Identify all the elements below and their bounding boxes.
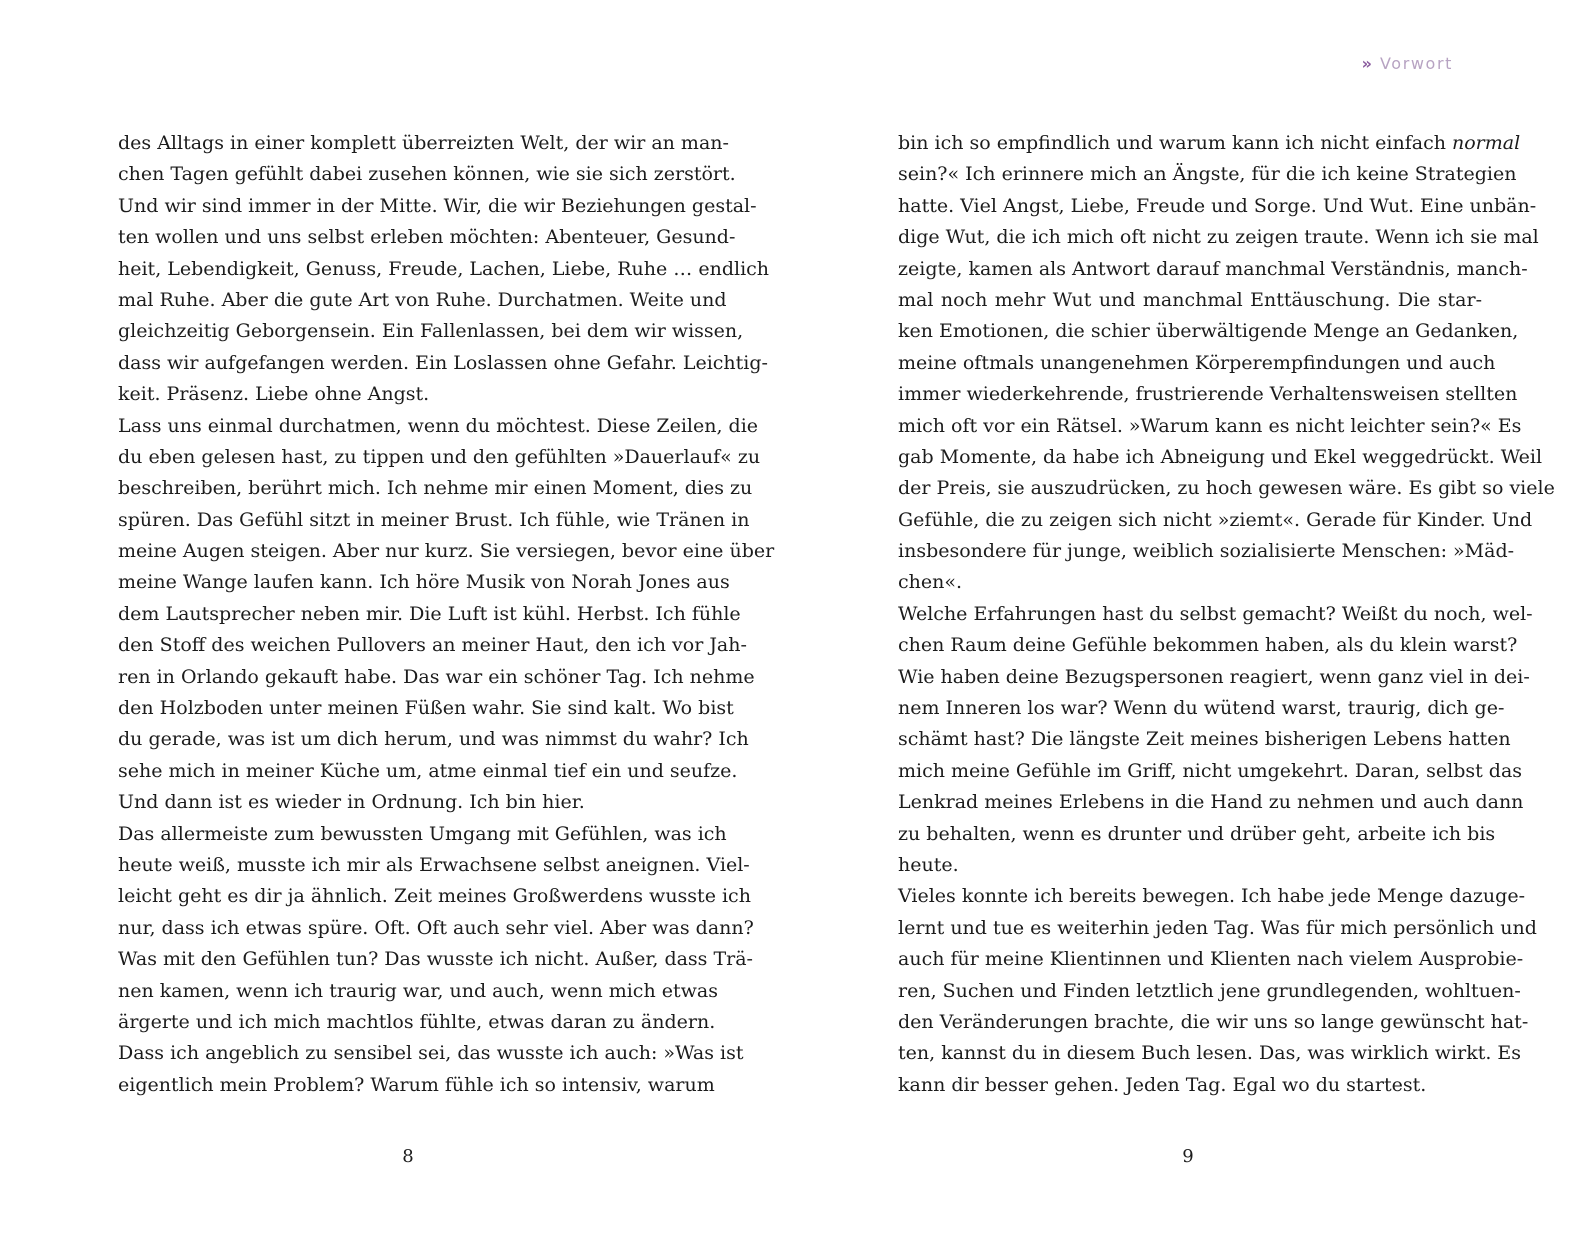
text-line: Was mit den Gefühlen tun? Das wusste ich nicht. Außer, dass Trä- <box>118 948 753 971</box>
text-line: ren, Suchen und Finden letztlich jene grundlegenden, wohltuen- <box>898 979 1521 1002</box>
text-line: dass wir aufgefangen werden. Ein Loslassen ohne Gefahr. Leichtig- <box>118 351 768 374</box>
text-line: zeigte, kamen als Antwort darauf manchmal Verständnis, manch- <box>898 257 1528 280</box>
page-number-left: 8 <box>402 1146 414 1167</box>
text-line: bin ich so empfindlich und warum kann ich nicht einfach normal <box>898 132 1521 154</box>
text-line: nen kamen, wenn ich traurig war, und auch, wenn mich etwas <box>118 979 718 1002</box>
text-line: insbesondere für junge, weiblich sozialisierte Menschen: »Mäd- <box>898 540 1515 563</box>
text-line: immer wiederkehrende, frustrierende Verhaltensweisen stellten <box>898 383 1518 406</box>
text-line: Lenkrad meines Erlebens in die Hand zu nehmen und auch dann <box>898 791 1524 814</box>
emphasis: normal <box>1452 132 1521 154</box>
text-line: hatte. Viel Angst, Liebe, Freude und Sorge. Und Wut. Eine unbän- <box>898 194 1537 217</box>
text-line: ren in Orlando gekauft habe. Das war ein schöner Tag. Ich nehme <box>118 665 755 688</box>
text-line: Und dann ist es wieder in Ordnung. Ich bin hier. <box>118 791 585 814</box>
text-line: nem Inneren los war? Wenn du wütend warst, traurig, dich ge- <box>898 697 1505 720</box>
text-line: Welche Erfahrungen hast du selbst gemacht? Weißt du noch, wel- <box>898 602 1533 625</box>
text-line: schämt hast? Die längste Zeit meines bisherigen Lebens hatten <box>898 728 1511 751</box>
text-line: kann dir besser gehen. Jeden Tag. Egal wo du startest. <box>898 1073 1427 1096</box>
text-line: spüren. Das Gefühl sitzt in meiner Brust. Ich fühle, wie Tränen in <box>118 508 750 531</box>
text-line: ken Emotionen, die schier überwältigende Menge an Gedanken, <box>898 320 1519 343</box>
text-line: beschreiben, berührt mich. Ich nehme mir einen Moment, dies zu <box>118 477 753 500</box>
text-line: mich oft vor ein Rätsel. »Warum kann es nicht leichter sein?« Es <box>898 414 1522 437</box>
text-line: gleichzeitig Geborgensein. Ein Fallenlassen, bei dem wir wissen, <box>118 320 744 343</box>
text-line: dige Wut, die ich mich oft nicht zu zeigen traute. Wenn ich sie mal <box>898 226 1539 249</box>
running-head <box>1362 54 1453 73</box>
text-line: chen«. <box>898 571 963 594</box>
text-line: mal noch mehr Wut und manchmal Enttäuschung. Die star- <box>898 288 1482 311</box>
text-line: den Veränderungen brachte, die wir uns so lange gewünscht hat- <box>898 1010 1529 1033</box>
text-line: sein?« Ich erinnere mich an Ängste, für die ich keine Strategien <box>898 163 1517 186</box>
page-number-right: 9 <box>1182 1146 1194 1167</box>
text-line: ten, kannst du in diesem Buch lesen. Das, was wirklich wirkt. Es <box>898 1042 1522 1065</box>
text-line: den Holzboden unter meinen Füßen wahr. Sie sind kalt. Wo bist <box>118 697 734 720</box>
text-line: dem Lautsprecher neben mir. Die Luft ist kühl. Herbst. Ich fühle <box>118 602 741 625</box>
text-line: zu behalten, wenn es drunter und drüber geht, arbeite ich bis <box>898 822 1496 845</box>
text-line: du eben gelesen hast, zu tippen und den gefühlten »Dauerlauf« zu <box>118 445 761 468</box>
text-line: chen Tagen gefühlt dabei zusehen können, wie sie sich zerstört. <box>118 163 736 186</box>
text-line: ten wollen und uns selbst erleben möchten: Abenteuer, Gesund- <box>118 226 736 249</box>
text-line: Das allermeiste zum bewussten Umgang mit Gefühlen, was ich <box>118 822 727 845</box>
text-line: heute weiß, musste ich mir als Erwachsene selbst aneignen. Viel- <box>118 853 750 876</box>
text-line: mal Ruhe. Aber die gute Art von Ruhe. Durchatmen. Weite und <box>118 288 727 311</box>
text-line: ärgerte und ich mich machtlos fühlte, etwas daran zu ändern. <box>118 1010 716 1033</box>
double-chevron-icon: » <box>1361 54 1372 73</box>
chapter-title: Vorwort <box>1380 54 1453 73</box>
text-line: Gefühle, die zu zeigen sich nicht »ziemt«. Gerade für Kinder. Und <box>898 508 1533 531</box>
text-line: du gerade, was ist um dich herum, und was nimmst du wahr? Ich <box>118 728 749 751</box>
text-line: auch für meine Klientinnen und Klienten nach vielem Ausprobie- <box>898 948 1524 971</box>
text-line: gab Momente, da habe ich Abneigung und Ekel weggedrückt. Weil <box>898 445 1543 468</box>
text-line: Vieles konnte ich bereits bewegen. Ich habe jede Menge dazuge- <box>898 885 1525 908</box>
text-line: lernt und tue es weiterhin jeden Tag. Was für mich persönlich und <box>898 916 1537 939</box>
text-line: Und wir sind immer in der Mitte. Wir, die wir Beziehungen gestal- <box>118 194 757 217</box>
text-line: mich meine Gefühle im Griff, nicht umgekehrt. Daran, selbst das <box>898 759 1523 782</box>
text-line: meine Wange laufen kann. Ich höre Musik von Norah Jones aus <box>118 571 730 594</box>
text-line: sehe mich in meiner Küche um, atme einmal tief ein und seufze. <box>118 759 738 782</box>
text-line: der Preis, sie auszudrücken, zu hoch gewesen wäre. Es gibt so viele <box>898 477 1555 500</box>
text-line: chen Raum deine Gefühle bekommen haben, als du klein warst? <box>898 634 1518 657</box>
text-line: heute. <box>898 853 959 876</box>
text-line: heit, Lebendigkeit, Genuss, Freude, Lachen, Liebe, Ruhe … endlich <box>118 257 770 280</box>
text-line: meine Augen steigen. Aber nur kurz. Sie versiegen, bevor eine über <box>118 540 775 563</box>
text-line: nur, dass ich etwas spüre. Oft. Oft auch sehr viel. Aber was dann? <box>118 916 754 939</box>
text-line: keit. Präsenz. Liebe ohne Angst. <box>118 383 430 406</box>
text-line: des Alltags in einer komplett überreizten Welt, der wir an man- <box>118 132 729 154</box>
right-page-body <box>898 128 1555 1101</box>
text-line: Wie haben deine Bezugspersonen reagiert, wenn ganz viel in dei- <box>898 665 1530 688</box>
text-line: eigentlich mein Problem? Warum fühle ich so intensiv, warum <box>118 1073 715 1096</box>
left-page-body <box>118 128 775 1101</box>
text-line: leicht geht es dir ja ähnlich. Zeit meines Großwerdens wusste ich <box>118 885 751 908</box>
text-line: meine oftmals unangenehmen Körperempfindungen und auch <box>898 351 1496 374</box>
text-line: Lass uns einmal durchatmen, wenn du möchtest. Diese Zeilen, die <box>118 414 759 437</box>
text-line: den Stoff des weichen Pullovers an meiner Haut, den ich vor Jah- <box>118 634 747 657</box>
text-line: Dass ich angeblich zu sensibel sei, das wusste ich auch: »Was ist <box>118 1042 744 1065</box>
